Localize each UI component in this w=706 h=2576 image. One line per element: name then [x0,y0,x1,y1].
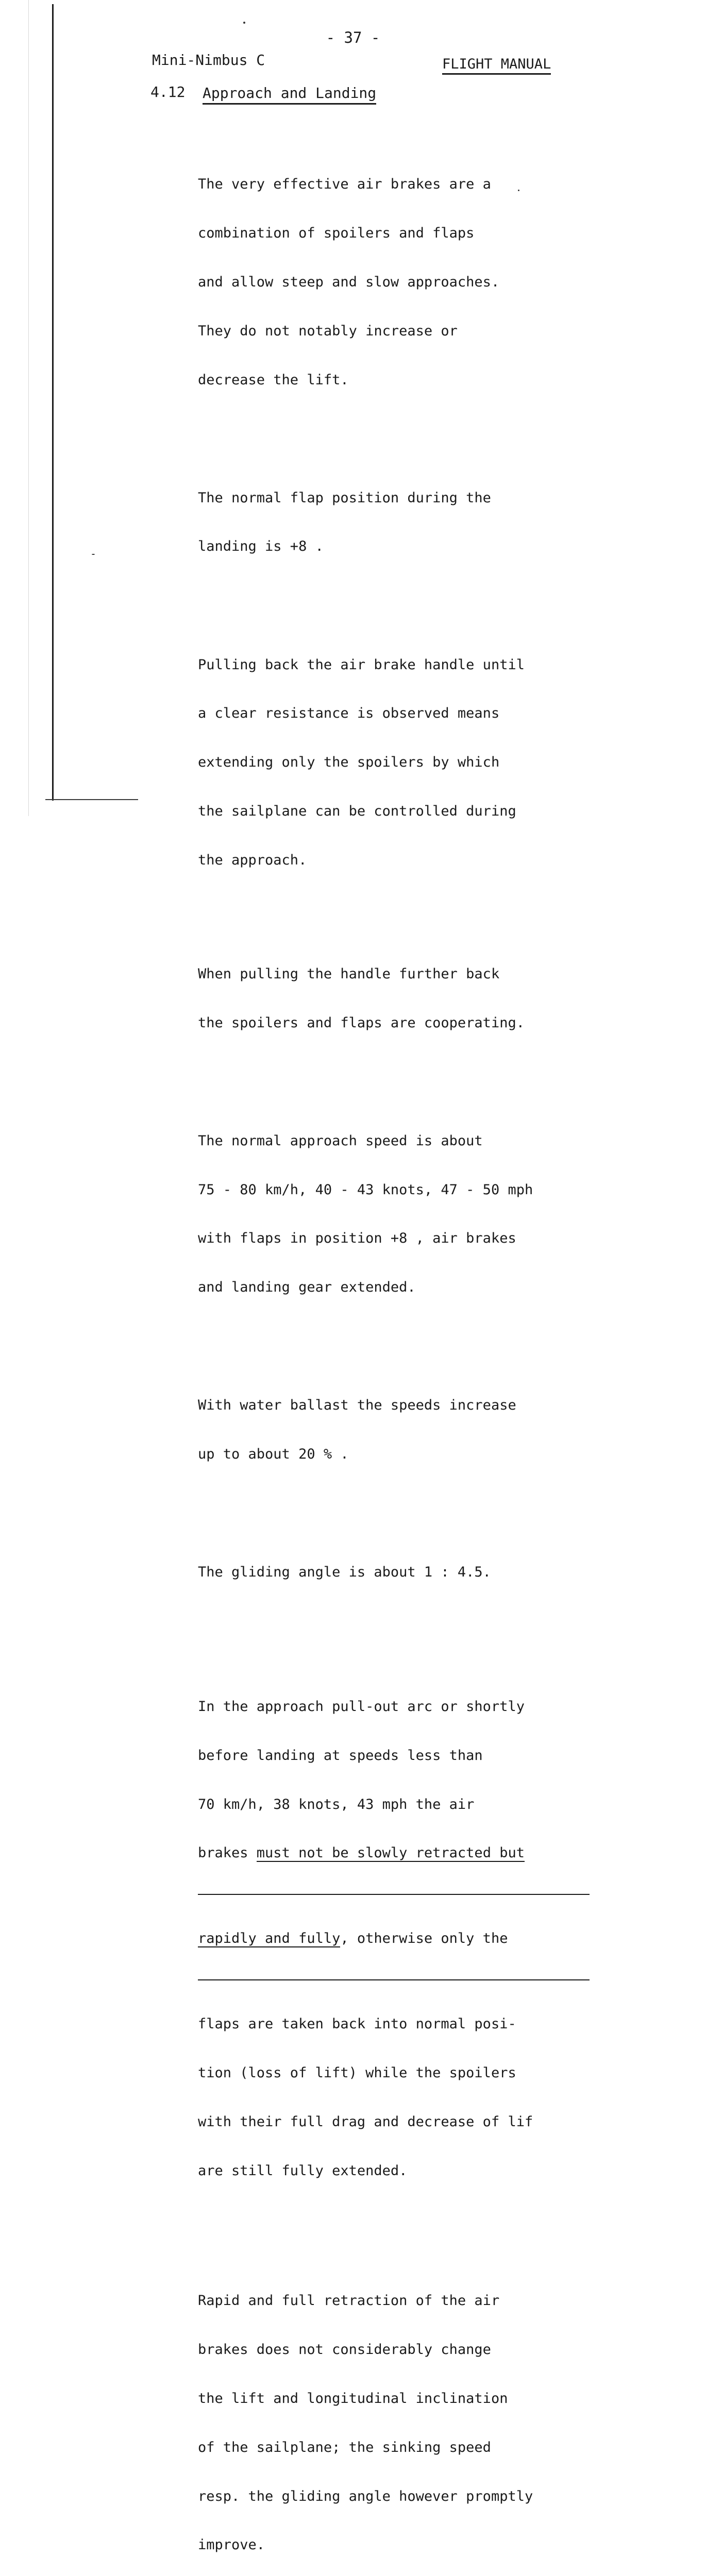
text-line: before landing at speeds less than [198,1747,483,1764]
paragraph-approach-speed [198,1100,610,1328]
text-line: Rapid and full retraction of the air [198,2293,500,2309]
paragraph-handle-further [198,934,610,1064]
document-title: Mini-Nimbus C [152,52,265,69]
paragraph-retraction-warning [198,1666,610,2212]
emphasis-rule [198,1894,590,1895]
section-title: Approach and Landing [203,84,376,105]
text-line: The normal approach speed is about [198,1132,483,1149]
text-line: With water ballast the speeds increase [198,1397,516,1414]
text-line: 70 km/h, 38 knots, 43 mph the air [198,1796,475,1812]
text-line: In the approach pull-out arc or shortly [198,1699,525,1715]
page-number: - 37 - [326,29,380,46]
scan-speck [92,554,95,555]
text-line: resp. the gliding angle however promptly [198,2488,533,2504]
paragraph-gliding-angle [198,1532,610,1613]
text-line: with flaps in position +8 , air brakes [198,1230,516,1247]
bottom-margin-mark [45,799,138,800]
text-line: Pulling back the air brake handle until [198,656,525,673]
text-line: When pulling the handle further back [198,965,500,982]
text-line: 75 - 80 km/h, 40 - 43 knots, 47 - 50 mph [198,1181,533,1198]
text-line: of the sailplane; the sinking speed [198,2439,491,2455]
paragraph-brake-handle [198,624,610,901]
manual-label: FLIGHT MANUAL [442,57,551,75]
emphasis-underline: rapidly and fully [198,1930,341,1947]
text-line [198,1845,610,1861]
text-line: extending only the spoilers by which [198,754,500,771]
text-line: with their full drag and decrease of lif [198,2113,533,2130]
binding-margin-line [52,4,54,801]
text-line: and allow steep and slow approaches. [198,274,500,290]
section-number: 4.12 [150,83,186,100]
text-line: a clear resistance is observed means [198,705,500,722]
text-line [198,1930,610,1947]
scan-speck [243,22,245,24]
text-line: and landing gear extended. [198,1279,416,1296]
paragraph-water-ballast [198,1365,610,1495]
text-line: tion (loss of lift) while the spoilers [198,2065,516,2081]
text-line: up to about 20 % . [198,1446,349,1463]
emphasis-underline: must not be slowly retracted but [256,1845,525,1861]
text-line: the lift and longitudinal inclination [198,2390,508,2406]
text-line: are still fully extended. [198,2162,408,2179]
text-line: They do not notably increase or [198,323,458,339]
text-line: improve. [198,2537,265,2553]
text-segment: brakes [198,1845,257,1861]
text-line: brakes does not considerably change [198,2342,491,2358]
scan-edge-line [28,0,29,816]
text-line: landing is +8 . [198,538,324,555]
section-body [198,111,610,2576]
text-line: The gliding angle is about 1 : 4.5. [198,1564,491,1581]
text-line: decrease the lift. [198,371,349,388]
emphasis-rule [198,1979,590,1980]
text-line: the spoilers and flaps are cooperating. [198,1014,525,1031]
text-line: The normal flap position during the [198,489,491,506]
paragraph-flap-position [198,457,610,587]
text-line: the sailplane can be controlled during [198,803,516,819]
text-line: The very effective air brakes are a [198,176,491,193]
text-segment: , otherwise only the [340,1930,508,1947]
text-line: combination of spoilers and flaps [198,225,475,242]
text-line: the approach. [198,852,307,868]
paragraph-air-brakes [198,144,610,420]
text-line: flaps are taken back into normal posi- [198,2016,516,2032]
paragraph-rapid-retraction [198,2260,610,2576]
